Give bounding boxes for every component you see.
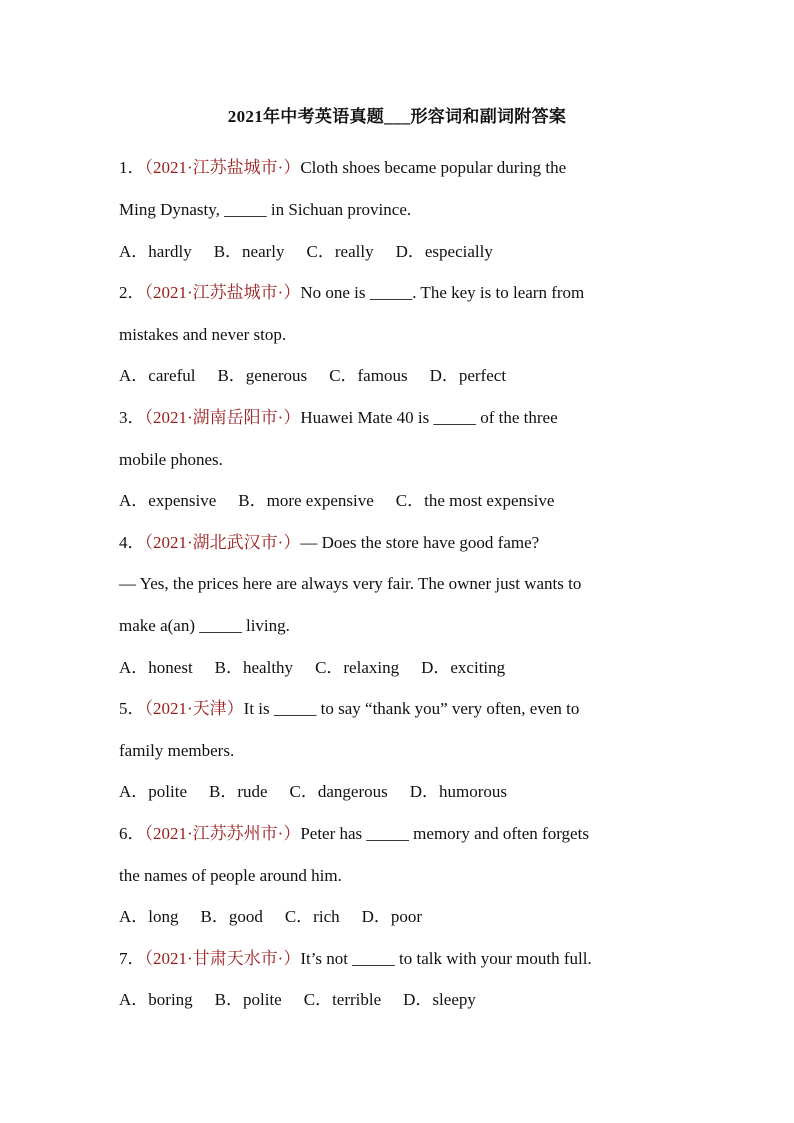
question-5-line-2: family members. [119,741,235,760]
option-a: A．expensive [119,491,217,510]
question-3-options [119,490,554,512]
question-2-text: No one is _____. The key is to learn from [300,283,585,302]
question-4-line-3: make a(an) _____ living. [119,616,290,635]
question-3-line-2: mobile phones. [119,450,223,469]
question-6-line-2: the names of people around him. [119,866,342,885]
question-5-line-1 [119,698,579,720]
question-6-line-1 [119,823,589,845]
question-4-line-2: — Yes, the prices here are always very fair. The owner just wants to [119,574,582,593]
option-a: A．hardly [119,242,192,261]
page-title: 2021年中考英语真题___形容词和副词附答案 [227,107,567,126]
question-1-text: Cloth shoes became popular during the [300,158,567,177]
question-7-text: It’s not _____ to talk with your mouth full. [300,949,592,968]
option-c: C．famous [329,366,408,385]
question-6-source: （2021·江苏苏州市·） [144,824,301,843]
question-3-text: Huawei Mate 40 is _____ of the three [300,408,558,427]
question-5-text: It is _____ to say “thank you” very often, even to [243,699,580,718]
question-2-number: 2． [119,283,145,302]
option-d: D．exciting [421,658,506,677]
option-b: B．nearly [213,242,285,261]
question-2-line-1 [119,282,584,304]
question-5-options [119,781,507,803]
question-6-number: 6． [119,824,145,843]
question-3-line-1 [119,407,558,429]
option-c: C．dangerous [289,782,388,801]
option-a: A．honest [119,658,193,677]
question-3-number: 3． [119,408,145,427]
question-4-text: — Does the store have good fame? [300,533,540,552]
question-1-options [119,241,493,263]
question-5-source: （2021·天津） [144,699,244,718]
option-c: C．relaxing [315,658,400,677]
question-4-line-1 [119,532,539,554]
option-b: B．rude [209,782,268,801]
option-c: C．terrible [303,990,382,1009]
option-d: D．poor [361,907,423,926]
question-5-number: 5． [119,699,145,718]
question-1-number: 1． [119,158,145,177]
option-a: A．polite [119,782,187,801]
option-d: D．especially [395,242,493,261]
question-7-options [119,989,476,1011]
question-1-line-2: Ming Dynasty, _____ in Sichuan province. [119,200,412,219]
question-7-source: （2021·甘肃天水市·） [144,949,301,968]
option-b: B．more expensive [238,491,374,510]
option-a: A．boring [119,990,193,1009]
option-c: C．rich [284,907,340,926]
question-4-options [119,657,505,679]
option-c: C．the most expensive [395,491,555,510]
question-2-line-2: mistakes and never stop. [119,325,287,344]
question-7-number: 7． [119,949,145,968]
question-2-source: （2021·江苏盐城市·） [144,283,301,302]
question-6-text: Peter has _____ memory and often forgets [300,824,589,843]
question-1-line-1 [119,157,566,179]
question-7-line-1 [119,948,592,970]
option-b: B．generous [217,366,308,385]
option-d: D．perfect [429,366,507,385]
question-4-source: （2021·湖北武汉市·） [144,533,301,552]
option-b: B．good [200,907,263,926]
option-b: B．polite [214,990,282,1009]
option-c: C．really [306,242,374,261]
option-d: D．humorous [409,782,508,801]
question-1-source: （2021·江苏盐城市·） [144,158,301,177]
question-6-options [119,906,422,928]
question-2-options [119,365,506,387]
question-4-number: 4． [119,533,145,552]
question-3-source: （2021·湖南岳阳市·） [144,408,301,427]
option-a: A．long [119,907,179,926]
option-d: D．sleepy [403,990,476,1009]
option-b: B．healthy [214,658,294,677]
option-a: A．careful [119,366,196,385]
